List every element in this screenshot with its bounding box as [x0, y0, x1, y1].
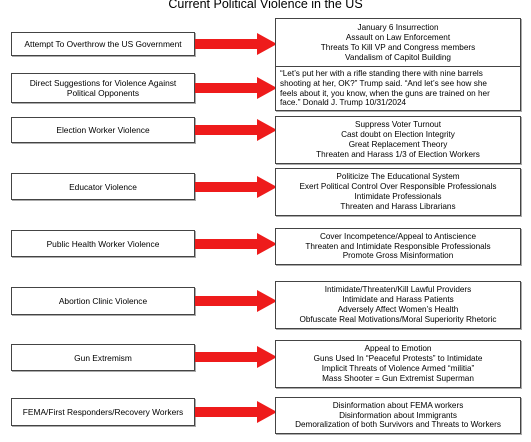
category-box-abortion-clinic [11, 287, 195, 315]
detail-line: Intimidate and Harass Patients [342, 295, 454, 305]
detail-box-fema [275, 397, 521, 434]
category-box-gun-extremism [11, 344, 195, 371]
detail-line: Disinformation about Immigrants [339, 410, 457, 420]
detail-box-educator [275, 168, 521, 216]
detail-box-election-worker [275, 116, 521, 164]
detail-box-public-health [275, 228, 521, 265]
quote-line: face.” Donald J. Trump 10/31/2024 [280, 98, 407, 108]
detail-line: Exert Political Control Over Responsible Professionals [299, 182, 497, 192]
category-box-overthrow [11, 32, 195, 56]
detail-line: Suppress Voter Turnout [354, 120, 442, 130]
quote-line: “Let’s put her with a rifle standing there with nine barrels [280, 68, 483, 78]
category-label: Election Worker Violence [56, 125, 150, 135]
detail-line: Demoralization of both Survivors and Threats to Workers [295, 420, 501, 430]
detail-line: Promote Gross Misinformation [342, 251, 454, 261]
detail-line: Intimidate Professionals [354, 192, 442, 201]
arrow-icon [195, 290, 277, 312]
category-box-educator [11, 173, 195, 200]
category-label: Public Health Worker Violence [46, 238, 160, 249]
detail-line: Threaten and Harass 1/3 of Election Workers [316, 149, 480, 159]
detail-line: Cover Incompetence/Appeal to Antiscience [319, 231, 477, 241]
detail-line: Threaten and Harass Librarians [340, 201, 456, 211]
detail-line: Disinformation about FEMA workers [332, 400, 464, 410]
arrow-icon [195, 33, 277, 55]
quote-line: shooting at her, OK?” Trump said. “And let’s see how she [280, 78, 487, 88]
detail-line: Guns Used In “Peaceful Protests” to Intimidate [313, 354, 483, 364]
detail-line: Intimidate/Threaten/Kill Lawful Providers [324, 285, 472, 295]
detail-line: Assault on Law Enforcement [345, 33, 451, 43]
detail-line: Mass Shooter = Gun Extremist Superman [322, 373, 474, 383]
category-label: Educator Violence [69, 181, 137, 192]
detail-line: Obfuscate Real Motivations/Moral Superiority Rhetoric [299, 314, 497, 324]
detail-line: Great Replacement Theory [348, 140, 448, 149]
detail-box-overthrow [275, 18, 521, 68]
detail-line: Appeal to Emotion [364, 344, 432, 354]
detail-box-abortion-clinic [275, 281, 521, 329]
detail-line: Politicize The Educational System [336, 172, 460, 182]
detail-line: Cast doubt on Election Integrity [341, 130, 455, 140]
diagram-title: Current Political Violence in the US [168, 0, 363, 11]
category-box-direct-suggestions [11, 73, 195, 103]
quote-line: feels about it, you know, when the guns are trained on her [280, 88, 490, 98]
category-box-fema [11, 398, 195, 426]
category-label: Abortion Clinic Violence [58, 296, 148, 306]
category-label: FEMA/First Responders/Recovery Workers [22, 407, 184, 417]
category-label: Direct Suggestions for Violence Against Political Opponents [29, 78, 177, 98]
category-label: Gun Extremism [74, 352, 132, 363]
category-box-election-worker [11, 117, 195, 143]
detail-box-direct-suggestions [275, 66, 521, 111]
detail-line: Implicit Threats of Violence Armed “militia” [321, 364, 475, 373]
detail-line: Adversely Affect Women’s Health [337, 305, 459, 314]
arrow-icon [195, 346, 277, 368]
detail-line: Vandalism of Capitol Building [345, 52, 451, 62]
arrow-icon [195, 233, 277, 255]
arrow-icon [195, 77, 277, 99]
detail-line: January 6 Insurrection [357, 23, 439, 33]
arrow-icon [195, 401, 277, 423]
detail-line: Threats To Kill VP and Congress members [320, 43, 476, 52]
category-label: Attempt To Overthrow the US Government [24, 39, 182, 49]
arrow-icon [195, 119, 277, 141]
detail-box-gun-extremism [275, 340, 521, 388]
detail-line: Threaten and Intimidate Responsible Professionals [305, 241, 491, 251]
arrow-icon [195, 176, 277, 198]
category-box-public-health [11, 230, 195, 257]
